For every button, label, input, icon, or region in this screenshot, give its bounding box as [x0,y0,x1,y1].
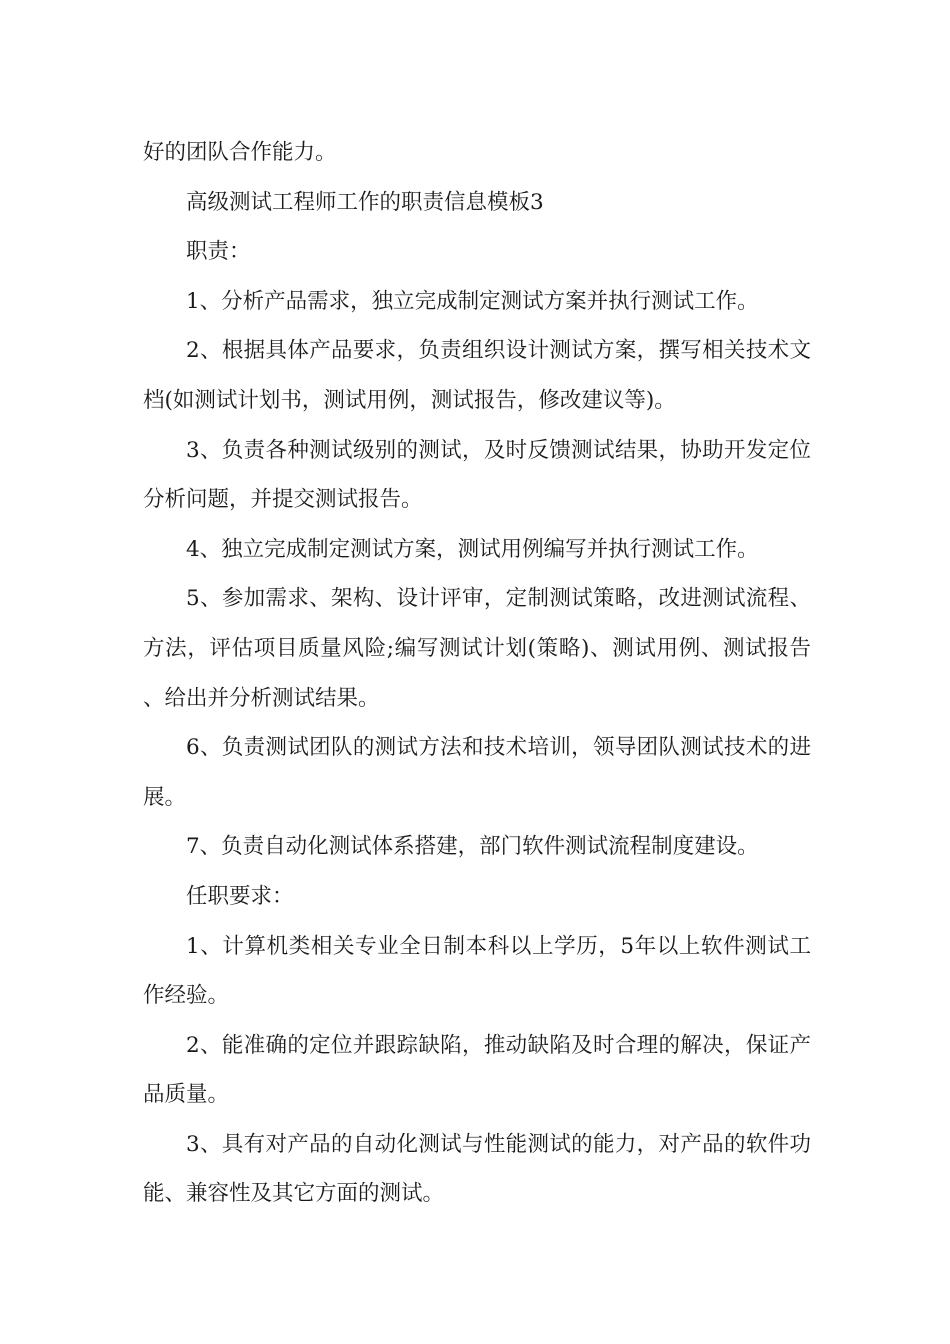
duty-item-4: 4、独立完成制定测试方案，测试用例编写并执行测试工作。 [186,536,759,562]
duty-item-3: 3、负责各种测试级别的测试，及时反馈测试结果，协助开发定位分析问题，并提交测试报告。 [143,437,811,513]
duty-item-2: 2、根据具体产品要求，负责组织设计测试方案，撰写相关技术文档(如测试计划书，测试用例，测试报告，修改建议等)。 [143,338,811,413]
duties-heading: 职责： [186,239,251,265]
paragraph-continuation: 好的团队合作能力。 [143,140,337,165]
document-body [143,128,811,1219]
duty-item-6: 6、负责测试团队的测试方法和技术培训，领导团队测试技术的进展。 [143,735,811,810]
requirement-item-3: 3、具有对产品的自动化测试与性能测试的能力，对产品的软件功能、兼容性及其它方面的测试。 [143,1131,811,1207]
requirement-item-1: 1、计算机类相关专业全日制本科以上学历，5年以上软件测试工作经验。 [143,933,811,1009]
duty-item-5: 5、参加需求、架构、设计评审，定制测试策略，改进测试流程、方法，评估项目质量风险;编写测试计划(策略)、测试用例、测试报告、给出并分析测试结果。 [143,586,811,711]
duty-item-1: 1、分析产品需求，独立完成制定测试方案并执行测试工作。 [186,288,759,314]
requirements-heading: 任职要求： [186,883,294,909]
requirement-item-2: 2、能准确的定位并跟踪缺陷，推动缺陷及时合理的解决，保证产品质量。 [143,1032,811,1108]
section-title: 高级测试工程师工作的职责信息模板3 [186,189,544,215]
duty-item-7: 7、负责自动化测试体系搭建，部门软件测试流程制度建设。 [186,834,759,860]
